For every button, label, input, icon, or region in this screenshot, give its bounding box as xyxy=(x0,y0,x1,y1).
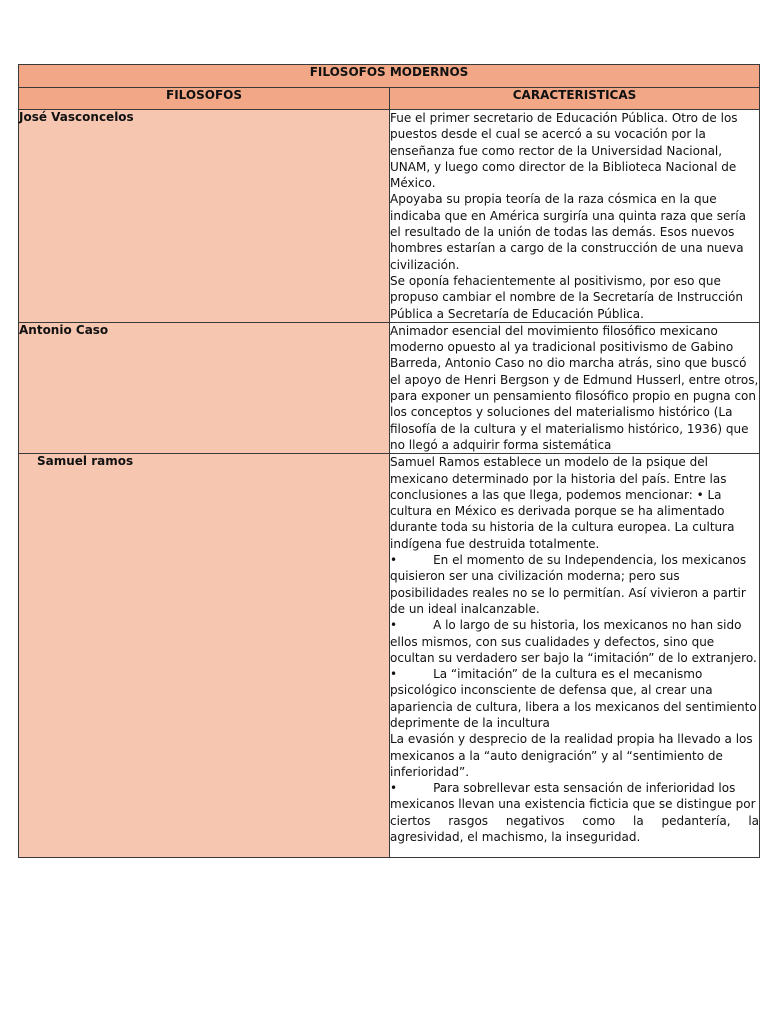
paragraph-text: A lo largo de su historia, los mexicanos no han sido ellos mismos, con sus cualidades y defectos, sino que ocultan su verdadero ser bajo la “imitación” de lo extranjero. xyxy=(390,618,757,665)
paragraph: Samuel Ramos establece un modelo de la psique del mexicano determinado por la historia del país. Entre las conclusiones a las que llega, podemos mencionar: • La cultura en México es derivada porque se ha alimentado durante toda su historia de la cultura europea. La cultura indígena fue destruida totalmente. xyxy=(390,455,735,551)
table-row xyxy=(19,454,760,858)
table-header-row xyxy=(19,88,760,110)
table-title: FILOSOFOS MODERNOS xyxy=(19,65,760,88)
philosopher-name: Samuel ramos xyxy=(19,454,390,858)
bullet: • xyxy=(390,553,398,568)
paragraph: Apoyaba su propia teoría de la raza cósmica en la que indicaba que en América surgiría una quinta raza que sería xyxy=(390,192,746,223)
bullet: • xyxy=(390,618,398,633)
paragraph: Fue el primer secretario de Educación Pública. Otro de los puestos desde el cual se acercó a su vocación por la enseñanza fue como rector de la Universidad Nacional, UNAM, y luego como director de la Biblioteca Nacional de México. xyxy=(390,111,738,191)
paragraph-text: Para sobrellevar esta sensación de inferioridad los mexicanos llevan una existencia ficticia que se distingue por xyxy=(390,781,756,812)
philosopher-name: José Vasconcelos xyxy=(19,110,390,323)
bullet-paragraph xyxy=(390,780,759,813)
philosopher-name: Antonio Caso xyxy=(19,322,390,453)
bullet-paragraph xyxy=(390,666,759,731)
table-row xyxy=(19,322,760,453)
table-title-row xyxy=(19,65,760,88)
paragraph: Se oponía fehacientemente al positivismo, por eso que propuso cambiar el nombre de la Secretaría de Instrucción Pública a Secretaría de Educación Pública. xyxy=(390,273,743,321)
table-row xyxy=(19,110,760,323)
bullet: • xyxy=(390,667,398,682)
paragraph: Animador esencial del movimiento filosófico mexicano moderno opuesto al ya tradicional positivismo de Gabino Barreda, Antonio Caso no dio marcha atrás, sino que buscó el apoyo de Henri Bergson y de Edmund Husserl, entre otros, para exponer un pensamiento filosófico propio en pugna con los conceptos y soluciones del materialismo histórico (La filosofía de la cultura y el materialismo histórico, 1936) que no llegó a adquirir forma sistemática xyxy=(390,323,759,452)
characteristics-cell xyxy=(390,110,760,323)
paragraph: agresividad, el machismo, la inseguridad. xyxy=(390,830,641,845)
bullet-paragraph xyxy=(390,552,759,617)
column-header-characteristics: CARACTERISTICAS xyxy=(390,88,760,110)
paragraph: La evasión y desprecio de la realidad propia ha llevado a los mexicanos a la “auto denigración” y al “sentimiento de inferioridad”. xyxy=(390,732,753,779)
paragraph: el resultado de la unión de todas las demás. Esos nuevos hombres estarían a cargo de la construcción de una nueva civilización. xyxy=(390,225,744,272)
paragraph-text: La “imitación” de la cultura es el mecanismo psicológico inconsciente de defensa que, al crear una apariencia de cultura, libera a los mexicanos del sentimiento deprimente de la incultura xyxy=(390,667,757,730)
characteristics-cell xyxy=(390,454,760,858)
bullet: • xyxy=(390,781,398,796)
paragraph: ciertos rasgos negativos como la pedantería, la xyxy=(390,813,760,828)
characteristics-cell xyxy=(390,322,760,453)
philosophers-table xyxy=(18,64,760,858)
column-header-philosophers: FILOSOFOS xyxy=(19,88,390,110)
paragraph-text: En el momento de su Independencia, los mexicanos quisieron ser una civilización moderna; pero sus posibilidades reales no se lo permitían. Así vivieron a partir de un ideal inalcanzable. xyxy=(390,553,747,616)
bullet-paragraph xyxy=(390,617,759,666)
